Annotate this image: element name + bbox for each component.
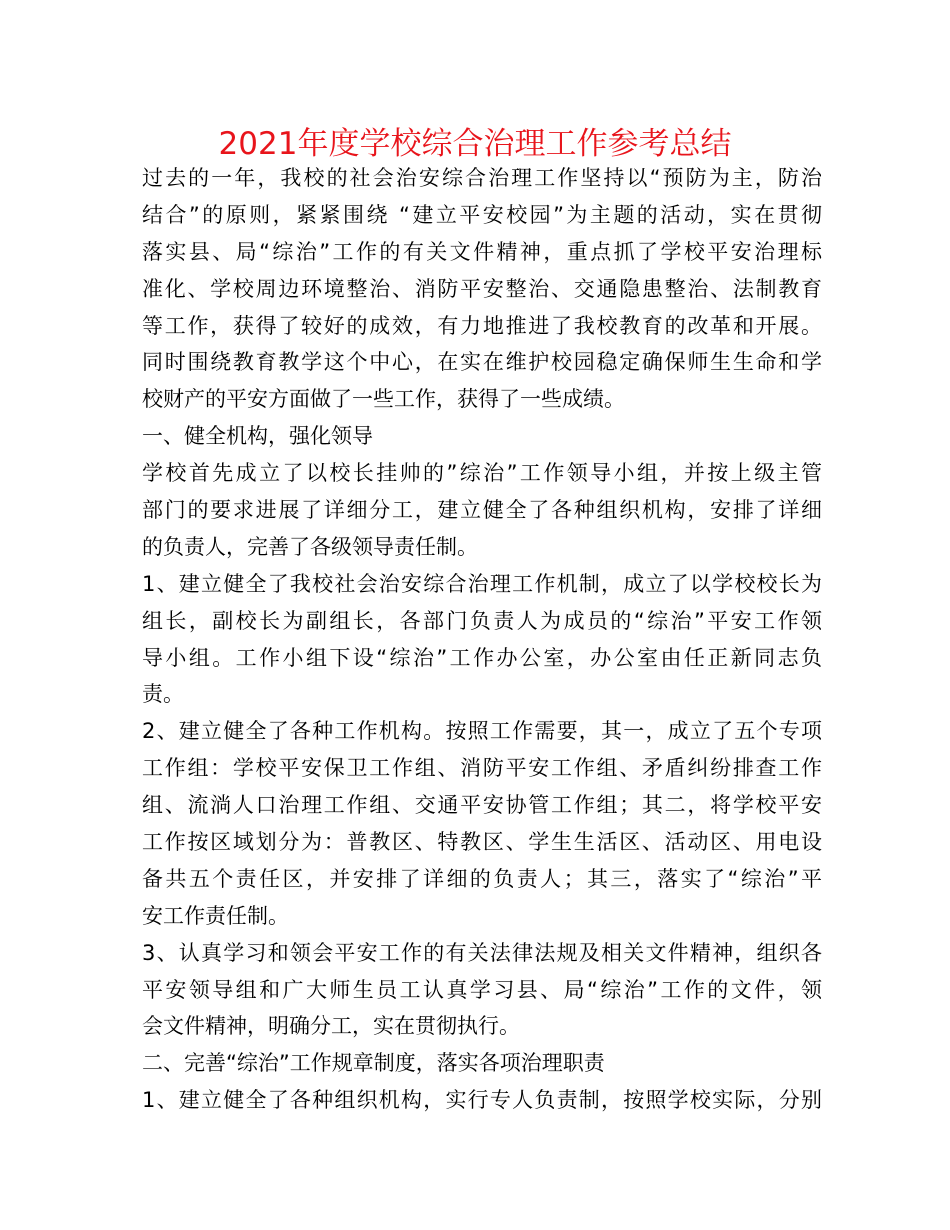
text-line: 备共五个责任区，并安排了详细的负责人；其三，落实了“综治”平 <box>142 866 822 891</box>
text-line: 部门的要求进展了详细分工，建立健全了各种组织机构，安排了详细 <box>142 498 822 523</box>
document-title: 2021年度学校综合治理工作参考总结 <box>218 126 732 162</box>
text-line: 结合”的原则，紧紧围绕 “建立平安校园”为主题的活动，实在贯彻 <box>142 202 822 227</box>
text-line: 等工作，获得了较好的成效，有力地推进了我校教育的改革和开展。 <box>142 313 822 338</box>
text-line: 会文件精神，明确分工，实在贯彻执行。 <box>142 1014 520 1039</box>
document-body <box>142 160 822 1119</box>
text-line: 校财产的平安方面做了一些工作，获得了一些成绩。 <box>142 387 625 412</box>
text-line: 3、认真学习和领会平安工作的有关法律法规及相关文件精神，组织各 <box>142 940 822 965</box>
text-line: 的负责人，完善了各级领导责任制。 <box>142 534 478 559</box>
text-line: 组长，副校长为副组长，各部门负责人为成员的“综治”平安工作领 <box>142 608 822 633</box>
text-line: 组、流淌人口治理工作组、交通平安协管工作组；其二，将学校平安 <box>142 793 822 818</box>
text-line: 1、建立健全了我校社会治安综合治理工作机制，成立了以学校校长为 <box>142 571 822 596</box>
text-line: 工作按区域划分为：普教区、特教区、学生生活区、活动区、用电设 <box>142 830 822 855</box>
text-line: 工作组：学校平安保卫工作组、消防平安工作组、矛盾纠纷排查工作 <box>142 756 822 781</box>
text-line: 1、建立健全了各种组织机构，实行专人负责制，按照学校实际，分别 <box>142 1088 822 1113</box>
text-line: 二、完善“综治”工作规章制度，落实各项治理职责 <box>142 1051 605 1076</box>
text-line: 过去的一年，我校的社会治安综合治理工作坚持以“预防为主，防治 <box>142 166 822 190</box>
text-line: 导小组。工作小组下设“综治”工作办公室，办公室由任正新同志负 <box>142 645 822 670</box>
text-line: 落实县、局“综治”工作的有关文件精神，重点抓了学校平安治理标 <box>142 239 822 264</box>
text-line: 责。 <box>142 682 184 707</box>
text-line: 安工作责任制。 <box>142 903 289 928</box>
text-line: 2、建立健全了各种工作机构。按照工作需要，其一，成立了五个专项 <box>142 719 822 744</box>
text-line: 平安领导组和广大师生员工认真学习县、局“综治”工作的文件，领 <box>142 977 822 1002</box>
text-line: 同时围绕教育教学这个中心，在实在维护校园稳定确保师生生命和学 <box>142 350 822 375</box>
text-line: 一、健全机构，强化领导 <box>142 424 373 449</box>
text-line: 准化、学校周边环境整治、消防平安整治、交通隐患整治、法制教育 <box>142 276 822 301</box>
text-line: 学校首先成立了以校长挂帅的”综治”工作领导小组，并按上级主管 <box>142 461 822 486</box>
